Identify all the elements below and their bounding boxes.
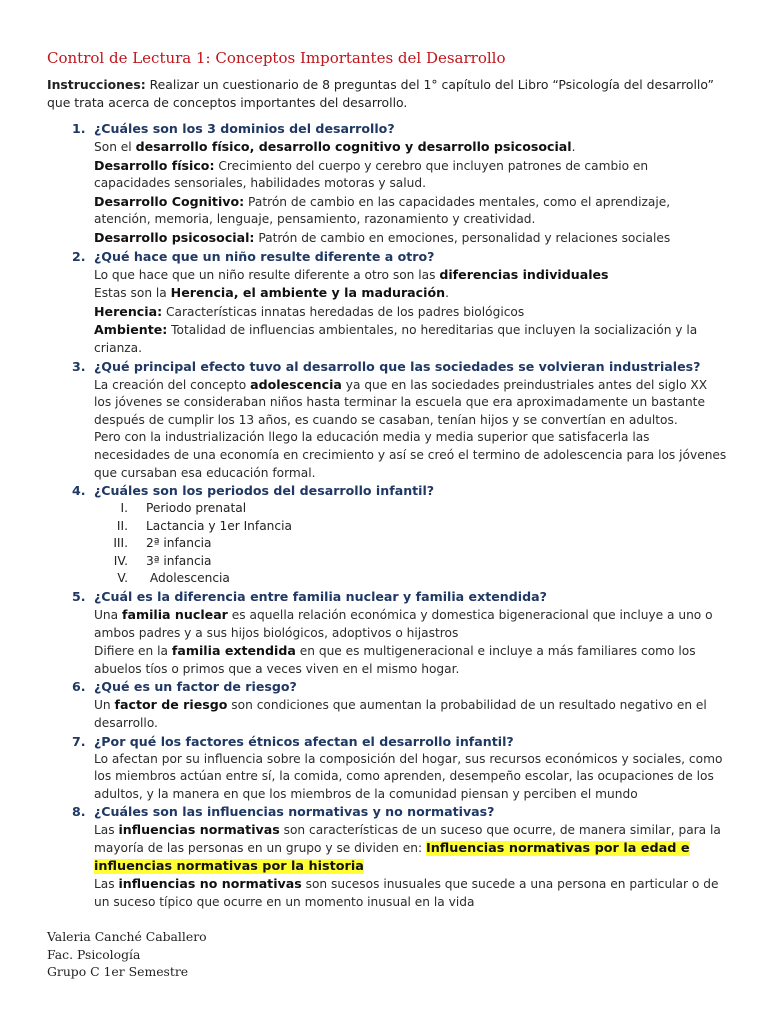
author-name: Valeria Canché Caballero	[47, 929, 207, 944]
answer-paragraph	[94, 875, 727, 911]
answer-text: Las	[94, 823, 119, 838]
period-item	[94, 500, 727, 518]
instructions	[47, 76, 737, 112]
question-title: ¿Qué hace que un niño resulte diferente a otro?	[94, 248, 435, 264]
question-5	[47, 588, 727, 678]
answer-text: Lo que hace que un niño resulte diferente a otro son las	[94, 267, 440, 282]
answer-text: Estas son la	[94, 286, 171, 301]
answer-bold: familia nuclear	[122, 607, 228, 623]
author-signature-block	[47, 928, 207, 981]
answer-paragraph	[94, 193, 727, 229]
question-number: 1.	[72, 121, 86, 136]
question-2	[47, 248, 727, 358]
author-group: Grupo C 1er Semestre	[47, 964, 189, 979]
term-definition: Crecimiento del cuerpo y cerebro que incluyen patrones de cambio en capacidades sensoriales, habilidades motoras y salud.	[94, 158, 649, 191]
answer-text: Las	[94, 877, 119, 892]
answer-bold: familia extendida	[171, 643, 296, 659]
period-item	[94, 518, 727, 536]
answer-paragraph	[94, 284, 727, 303]
answer-paragraph	[94, 821, 727, 875]
answer-text: Difiere en la	[94, 644, 172, 659]
period-label: Lactancia y 1er Infancia	[146, 518, 292, 533]
answer-paragraph	[94, 303, 727, 322]
question-title: ¿Qué es un factor de riesgo?	[94, 679, 297, 695]
answer-text: son características de un suceso que ocurre, de manera similar, para la mayoría de las personas en un grupo y se dividen en:	[94, 823, 721, 855]
question-number: 6.	[72, 679, 86, 695]
answer-paragraph	[94, 266, 727, 285]
answer-bold: influencias no normativas	[118, 876, 302, 892]
answer-bold: desarrollo físico, desarrollo cognitivo y desarrollo psicosocial	[135, 139, 572, 154]
term-definition: Totalidad de influencias ambientales, no hereditarias que incluyen la socialización y la crianza.	[94, 323, 698, 355]
question-title: ¿Cuáles son las influencias normativas y no normativas?	[94, 804, 495, 820]
answer-paragraph: Pero con la industrialización llego la educación media y media superior que satisfacerla las necesidades de una economía en crecimiento y así se creó el termino de adolescencia para los jóvenes que cursaban esa educación formal.	[94, 430, 727, 480]
answer-text: .	[571, 140, 576, 154]
question-number: 7.	[72, 733, 86, 749]
question-7	[47, 733, 727, 804]
question-number: 4.	[72, 483, 86, 499]
question-number: 8.	[72, 804, 86, 820]
question-title: ¿Qué principal efecto tuvo al desarrollo que las sociedades se volvieran industriales?	[94, 358, 701, 374]
question-number: 2.	[72, 248, 86, 264]
question-3	[47, 358, 727, 483]
question-number: 5.	[72, 589, 86, 605]
answer-paragraph	[94, 229, 727, 248]
answer-text: La creación del concepto	[94, 377, 251, 392]
answer-bold: adolescencia	[250, 376, 342, 392]
answer-bold: factor de riesgo	[114, 697, 228, 713]
term-label: Desarrollo físico:	[94, 157, 215, 173]
answer-text: ya que en las sociedades preindustriales antes del siglo XX los jóvenes se consideraban niños hasta terminar la escuela que era aproximadamente un bastante después de cumplir los 13 años, es cuando se casaban, tenían hijos y se convertían en adultos.	[94, 377, 708, 427]
answer-paragraph	[94, 696, 727, 732]
period-item	[94, 535, 727, 553]
period-label: Adolescencia	[146, 571, 230, 586]
highlighted-text: Influencias normativas por la edad e influencias normativas por la historia	[94, 841, 690, 874]
roman-numeral: I.	[120, 501, 128, 516]
question-title: ¿Por qué los factores étnicos afectan el desarrollo infantil?	[94, 733, 514, 749]
answer-text: Un	[94, 698, 115, 713]
roman-numeral: V.	[117, 571, 128, 586]
question-title: ¿Cuáles son los periodos del desarrollo infantil?	[94, 483, 435, 499]
term-definition: Patrón de cambio en emociones, personalidad y relaciones sociales	[254, 230, 671, 245]
term-label: Desarrollo Cognitivo:	[94, 193, 245, 209]
roman-numeral: IV.	[113, 553, 128, 568]
answer-text: en que es multigeneracional e incluye a más familiares como los abuelos tíos o primos que a veces viven en el mismo hogar.	[94, 644, 696, 676]
answer-text: Son el	[94, 140, 136, 154]
roman-numeral: II.	[116, 518, 128, 533]
question-title: ¿Cuál es la diferencia entre familia nuclear y familia extendida?	[94, 589, 547, 605]
question-8	[47, 803, 727, 911]
term-label: Herencia:	[94, 303, 163, 319]
instructions-text: Realizar un cuestionario de 8 preguntas del 1° capítulo del Libro “Psicología del desarrollo” que trata acerca de conceptos importantes del desarrollo.	[47, 77, 714, 110]
question-list	[47, 120, 727, 911]
answer-text: .	[445, 286, 449, 301]
question-6	[47, 678, 727, 732]
period-label: 2ª infancia	[146, 536, 212, 551]
period-item	[94, 570, 727, 588]
term-definition: Características innatas heredadas de los padres biológicos	[162, 304, 525, 319]
answer-bold: diferencias individuales	[439, 266, 609, 282]
term-label: Desarrollo psicosocial:	[94, 229, 255, 245]
period-label: Periodo prenatal	[146, 501, 247, 516]
answer-paragraph	[94, 138, 727, 157]
answer-bold: Herencia, el ambiente y la maduración	[170, 285, 446, 301]
answer-paragraph: Lo afectan por su influencia sobre la composición del hogar, sus recursos económicos y sociales, como los miembros actúan entre sí, la comida, como aprenden, desempeño escolar, las ocupaciones de los adultos, y la manera en que los miembros de la comunidad piensan y perciben el mundo	[94, 751, 723, 801]
period-label: 3ª infancia	[146, 553, 212, 568]
answer-paragraph	[94, 642, 727, 678]
answer-text: son sucesos inusuales que sucede a una persona en particular o de un suceso típico que ocurre en un momento inusual en la vida	[94, 877, 719, 909]
period-item	[94, 553, 727, 571]
term-label: Ambiente:	[94, 322, 168, 338]
question-title: ¿Cuáles son los 3 dominios del desarrollo?	[94, 121, 395, 136]
answer-paragraph	[94, 606, 727, 642]
instructions-label: Instrucciones:	[47, 77, 146, 92]
answer-paragraph	[94, 157, 727, 193]
answer-text: son condiciones que aumentan la probabilidad de un resultado negativo en el desarrollo.	[94, 698, 707, 731]
question-4	[47, 482, 727, 588]
answer-bold: influencias normativas	[118, 822, 280, 838]
document-title: Control de Lectura 1: Conceptos Importantes del Desarrollo	[47, 49, 506, 67]
answer-paragraph	[94, 376, 727, 430]
answer-paragraph	[94, 321, 727, 357]
term-definition: Patrón de cambio en las capacidades mentales, como el aprendizaje, atención, memoria, lenguaje, pensamiento, razonamiento y creatividad.	[94, 194, 671, 227]
answer-text: es aquella relación económica y domestica bigeneracional que incluye a uno o ambos padres y a sus hijos biológicos, adoptivos o hijastros	[94, 608, 713, 640]
question-number: 3.	[72, 358, 86, 374]
author-faculty: Fac. Psicología	[47, 946, 141, 962]
question-1	[47, 120, 727, 248]
answer-text: Una	[94, 608, 122, 623]
roman-numeral: III.	[113, 536, 128, 551]
